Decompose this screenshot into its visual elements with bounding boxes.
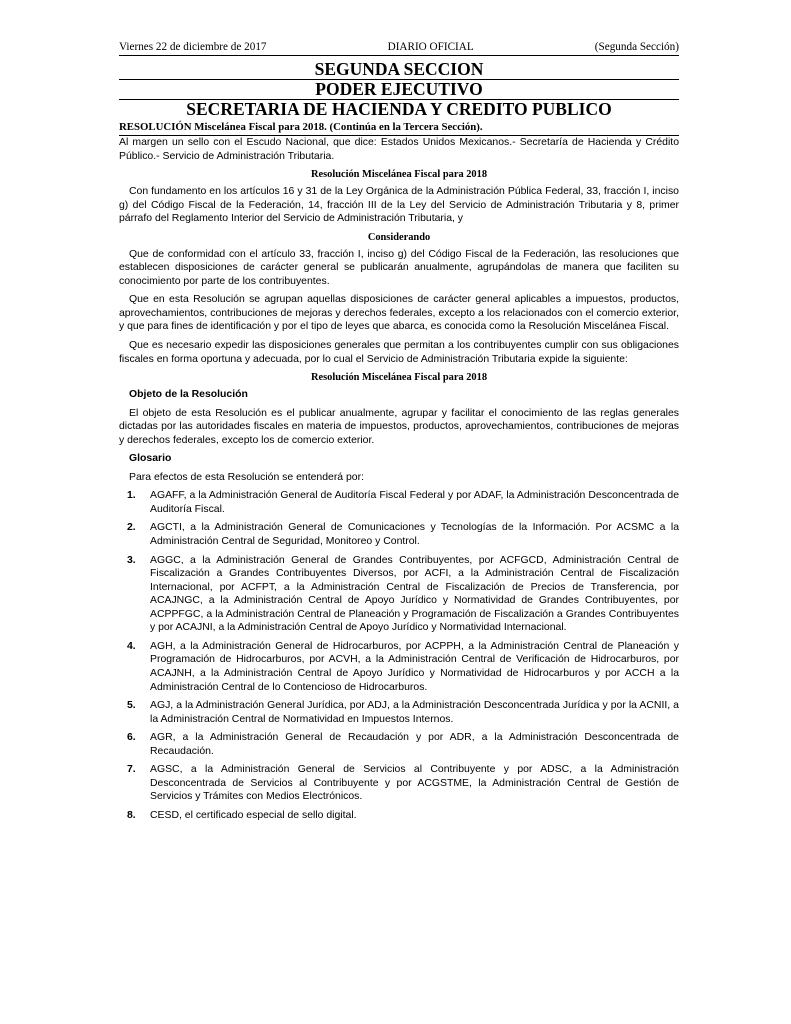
glossary-item (119, 489, 679, 516)
considerando-paragraph: Que de conformidad con el artículo 33, fracción I, inciso g) del Código Fiscal de la Federación, las resoluciones que establecen disposiciones de carácter general se publicarán anualmente, agrupándolas de manera que faciliten su conocimiento por parte de los contribuyentes. (119, 248, 679, 287)
objeto-paragraph: El objeto de esta Resolución es el publicar anualmente, agrupar y facilitar el conocimiento de las reglas generales dictadas por las autoridades fiscales en materia de impuestos, productos, aprovechamientos, contribuciones de mejoras y derechos federales, excepto los de comercio exterior. (119, 407, 679, 446)
glossary-item (119, 699, 679, 726)
glossary-list (119, 489, 679, 822)
item-number: 7. (127, 764, 136, 776)
item-text: AGSC, a la Administración General de Servicios al Contribuyente y por ADSC, a la Administración Desconcentrada de Servicios al Contribuyente y por ACGSTME, la Administración Central de Gestión de Servicios y Trámites con Medios Electrónicos. (150, 764, 679, 803)
item-text: AGH, a la Administración General de Hidrocarburos, por ACPPH, a la Administración Central de Planeación y Programación de Hidrocarburos, por ACVH, a la Administración Central de Verificación de Hidrocarburos, por ACAJNH, a la Administración Central de Apoyo Jurídico y Normatividad de Hidrocarburos y por ACCH a la Administración Central de lo Contencioso de Hidrocarburos. (150, 640, 679, 693)
considerando-title: Considerando (367, 231, 431, 243)
item-text: AGR, a la Administración General de Recaudación y por ADR, a la Administración Desconcentrada de Recaudación. (150, 732, 679, 757)
glossary-item (119, 809, 679, 823)
foundation-paragraph: Con fundamento en los artículos 16 y 31 de la Ley Orgánica de la Administración Pública Federal, 33, fracción I, inciso g) del Código Fiscal de la Federación, 14, fracción III de la Ley del Servicio de Administración Tributaria y 8, primer párrafo del Reglamento Interior del Servicio de Administración Tributaria, y (119, 186, 679, 225)
seal-note: Al margen un sello con el Escudo Nacional, que dice: Estados Unidos Mexicanos.- Secretaría de Hacienda y Crédito Público.- Servicio de Administración Tributaria. (119, 137, 679, 162)
center-title: Resolución Miscelánea Fiscal para 2018 (310, 169, 488, 181)
header-date: Viernes 22 de diciembre de 2017 (119, 41, 267, 53)
item-text: AGJ, a la Administración General Jurídica, por ADJ, a la Administración Desconcentrada Jurídica y por la ACNII, a la Administración Central de Normatividad en Impuestos Internos. (150, 700, 679, 725)
item-number: 4. (127, 640, 136, 652)
considerando-paragraph: Que en esta Resolución se agrupan aquellas disposiciones de carácter general aplicables a impuestos, productos, aprovechamientos, contribuciones de mejoras y derechos federales, excepto a los relacionados con el comercio exterior, y que para fines de identificación y por el tipo de leyes que abarca, es conocida como la Resolución Miscelánea Fiscal. (119, 294, 679, 333)
objeto-title: Objeto de la Resolución (129, 389, 248, 401)
item-text: CESD, el certificado especial de sello digital. (150, 809, 357, 821)
item-number: 6. (127, 732, 136, 744)
glossary-item (119, 731, 679, 758)
item-number: 2. (127, 522, 136, 534)
title-block (119, 60, 679, 119)
ministry-title: SECRETARIA DE HACIENDA Y CREDITO PUBLICO (186, 99, 612, 119)
glossary-item (119, 640, 679, 694)
glossary-item (119, 521, 679, 548)
document-body (119, 136, 679, 822)
item-text: AGAFF, a la Administración General de Auditoría Fiscal Federal y por ADAF, la Administración Desconcentrada de Auditoría Fiscal. (150, 490, 679, 515)
running-header (119, 40, 679, 56)
glosario-title: Glosario (129, 453, 172, 465)
considerando-paragraph: Que es necesario expedir las disposiciones generales que permitan a los contribuyentes cumplir con sus obligaciones fiscales en forma oportuna y adecuada, por lo cual el Servicio de Administración Tributaria expide la siguiente: (119, 340, 679, 365)
glosario-intro: Para efectos de esta Resolución se entenderá por: (129, 471, 364, 483)
glossary-item (119, 554, 679, 635)
item-number: 5. (127, 700, 136, 712)
section-title: SEGUNDA SECCION (314, 59, 484, 79)
item-number: 1. (127, 490, 136, 502)
item-text: AGGC, a la Administración General de Grandes Contribuyentes, por ACFGCD, Administración Central de Fiscalización a Grandes Contribuyentes Diversos, por ACFI, a la Administración Central de Fiscalización Internacional, por ACFPT, a la Administración Central de Fiscalización de Precios de Transferencia, por ACAJNGC, a la Administración Central de Apoyo Jurídico y Normatividad de Grandes Contribuyentes, por ACPPFGC, a la Administración Central de Planeación y Programación de Fiscalización a Grandes Contribuyentes y por ACAJNI, a la Administración Central de Apoyo Jurídico y Normatividad Internacional. (150, 554, 679, 634)
branch-title: PODER EJECUTIVO (315, 79, 483, 99)
resolution-heading: RESOLUCIÓN Miscelánea Fiscal para 2018. (Continúa en la Tercera Sección). (119, 121, 679, 136)
header-publication: DIARIO OFICIAL (387, 41, 474, 53)
item-number: 8. (127, 809, 136, 821)
center-title: Resolución Miscelánea Fiscal para 2018 (310, 372, 488, 384)
item-text: AGCTI, a la Administración General de Comunicaciones y Tecnologías de la Información. Por ACSMC a la Administración Central de Seguridad, Monitoreo y Control. (150, 522, 679, 548)
item-number: 3. (127, 554, 136, 566)
document-page (119, 40, 679, 1000)
header-section: (Segunda Sección) (594, 41, 679, 53)
glossary-item (119, 763, 679, 804)
